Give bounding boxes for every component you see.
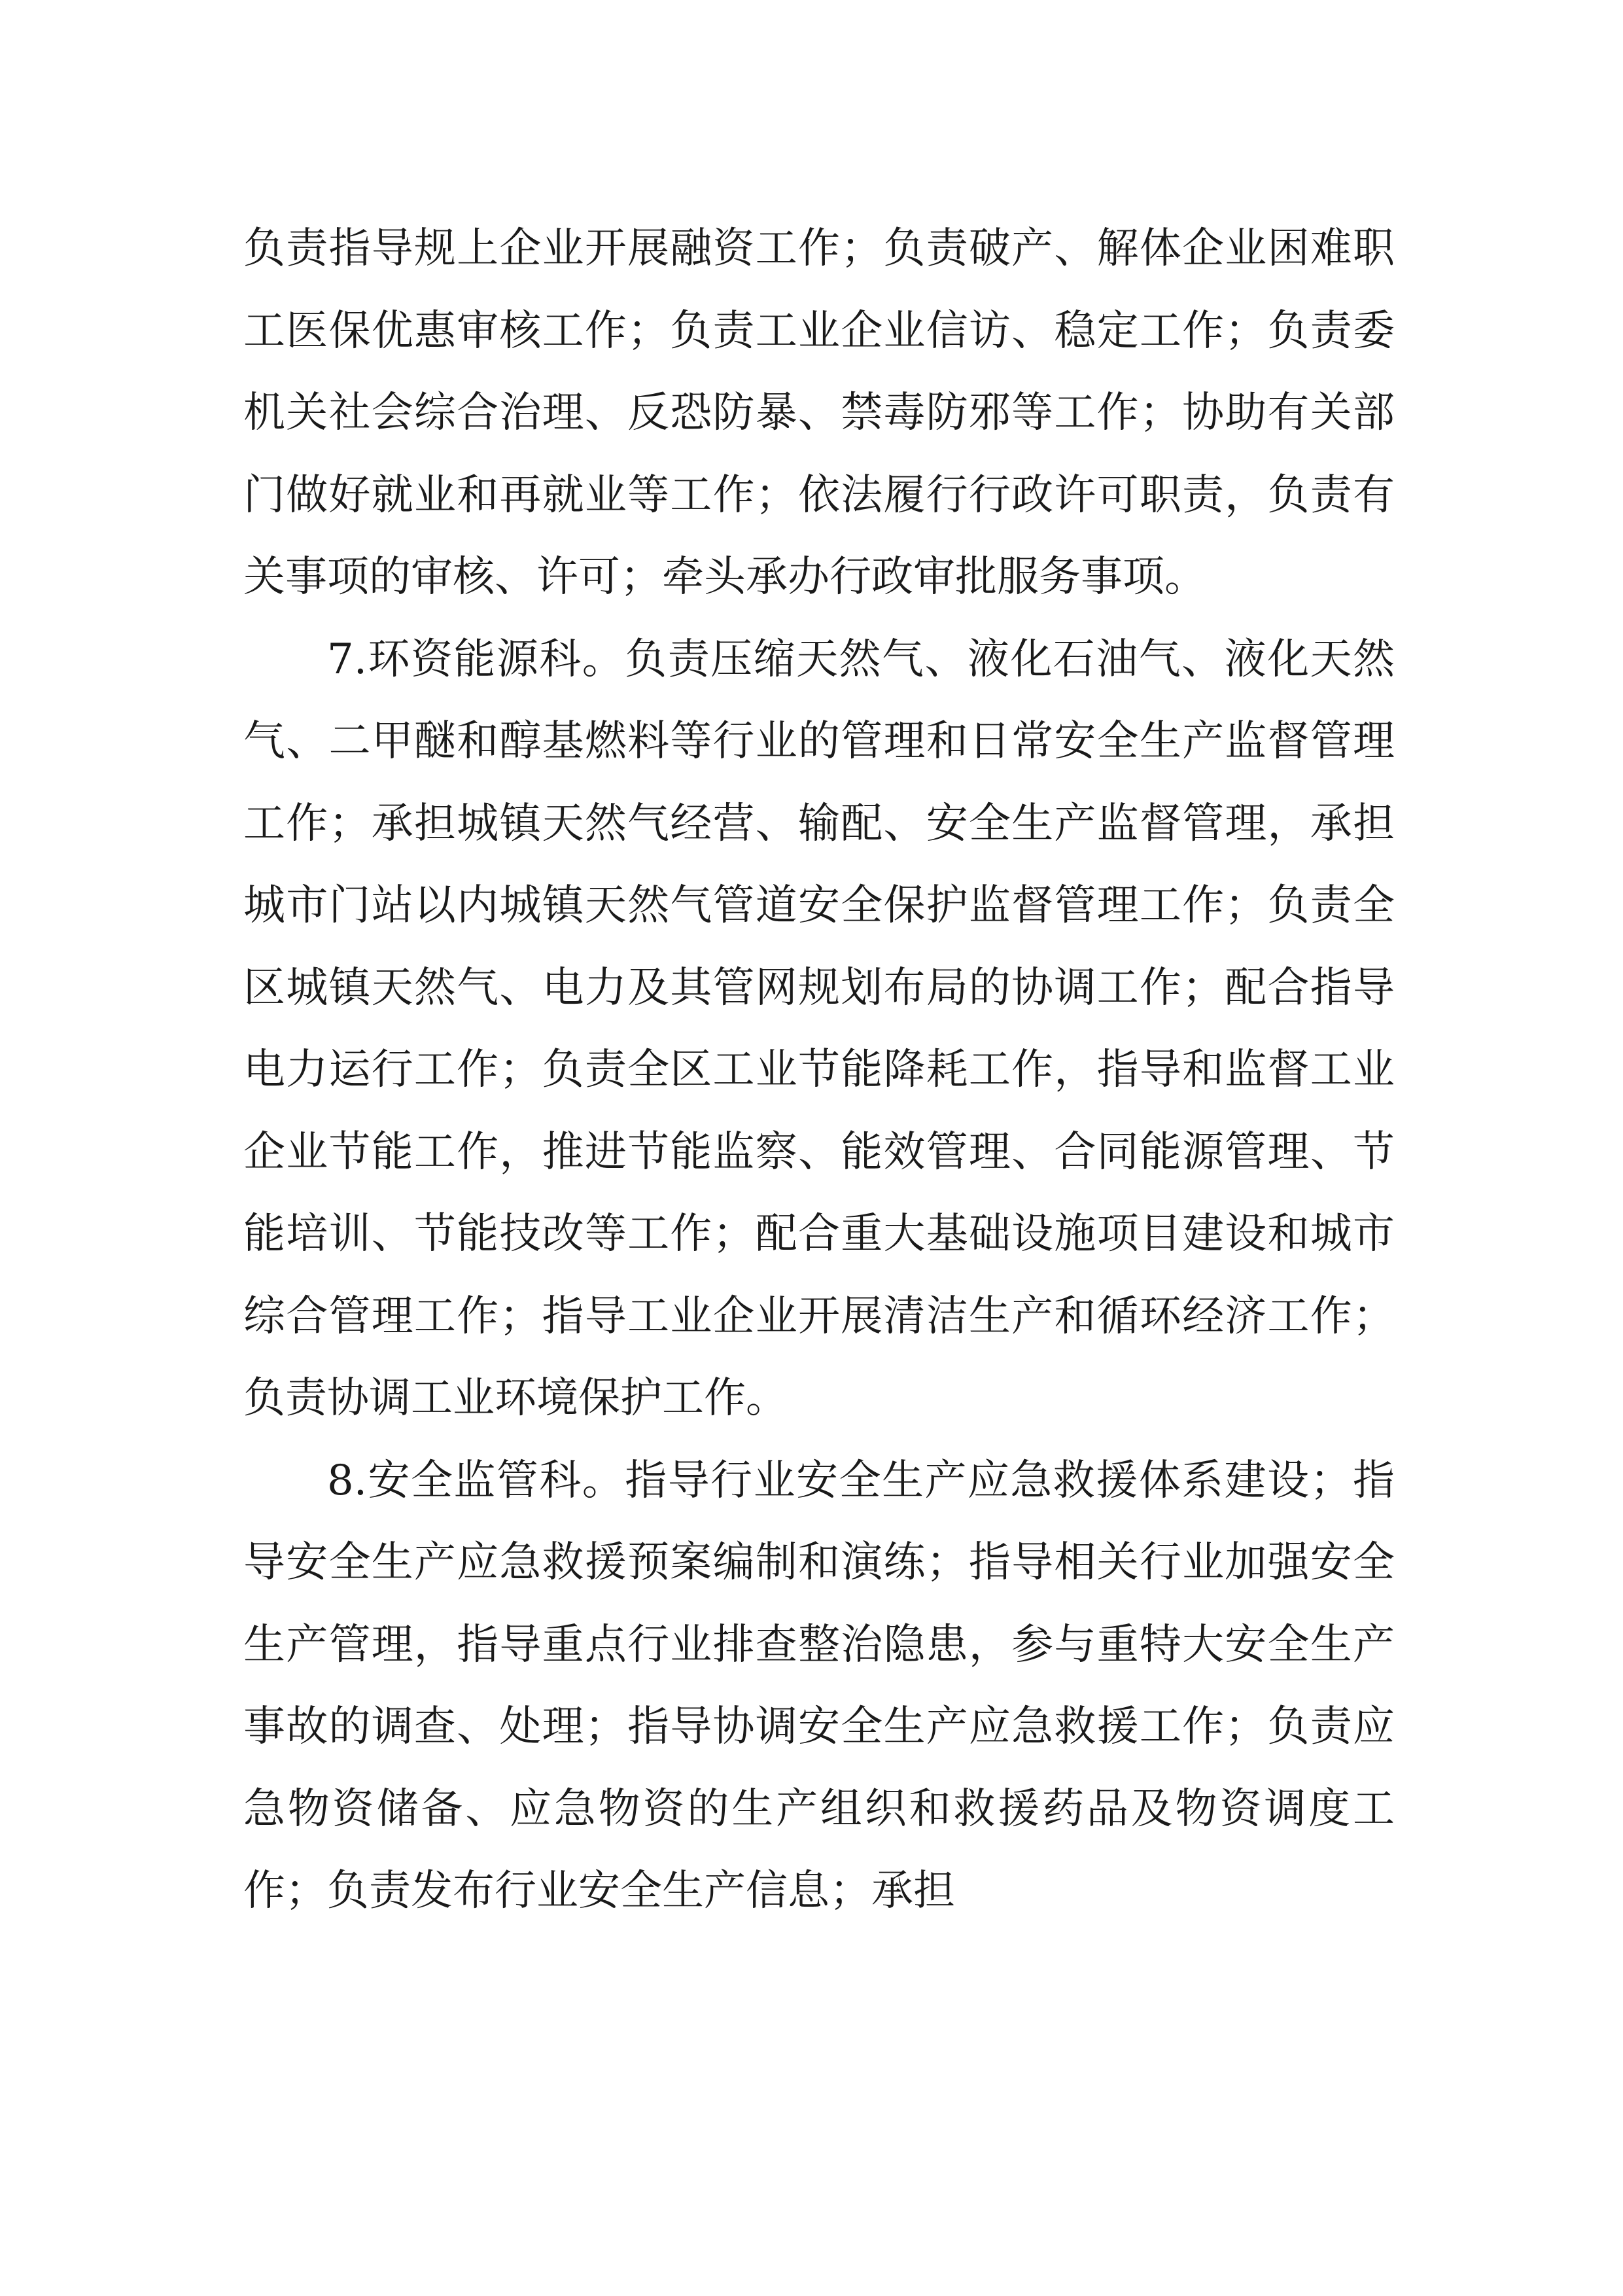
paragraph-number: 7. <box>327 635 368 684</box>
paragraph-text: 环资能源科。负责压缩天然气、液化石油气、液化天然气、二甲醚和醇基燃料等行业的管理和日常安全生产监督管理工作；承担城镇天然气经营、输配、安全生产监督管理，承担城市门站以内城镇天然气管道安全保护监督管理工作；负责全区城镇天然气、电力及其管网规划布局的协调工作；配合指导电力运行工作；负责全区工业节能降耗工作，指导和监督工业企业节能工作，推进节能监察、能效管理、合同能源管理、节能培训、节能技改等工作；配合重大基础设施项目建设和城市综合管理工作；指导工业企业开展清洁生产和循环经济工作；负责协调工业环境保护工作。 <box>243 635 1395 1422</box>
paragraph-number: 8. <box>327 1456 368 1505</box>
body-text <box>243 208 1395 1933</box>
paragraph-2 <box>243 619 1395 1440</box>
paragraph-3 <box>243 1440 1395 1933</box>
paragraph-text: 安全监管科。指导行业安全生产应急救援体系建设；指导安全生产应急救援预案编制和演练；指导相关行业加强安全生产管理，指导重点行业排查整治隐患，参与重特大安全生产事故的调查、处理；指导协调安全生产应急救援工作；负责应急物资储备、应急物资的生产组织和救援药品及物资调度工作；负责发布行业安全生产信息；承担 <box>243 1456 1395 1915</box>
paragraph-1 <box>243 208 1395 619</box>
paragraph-text: 负责指导规上企业开展融资工作；负责破产、解体企业困难职工医保优惠审核工作；负责工业企业信访、稳定工作；负责委机关社会综合治理、反恐防暴、禁毒防邪等工作；协助有关部门做好就业和再就业等工作；依法履行行政许可职责，负责有关事项的审核、许可；牵头承办行政审批服务事项。 <box>243 224 1395 601</box>
